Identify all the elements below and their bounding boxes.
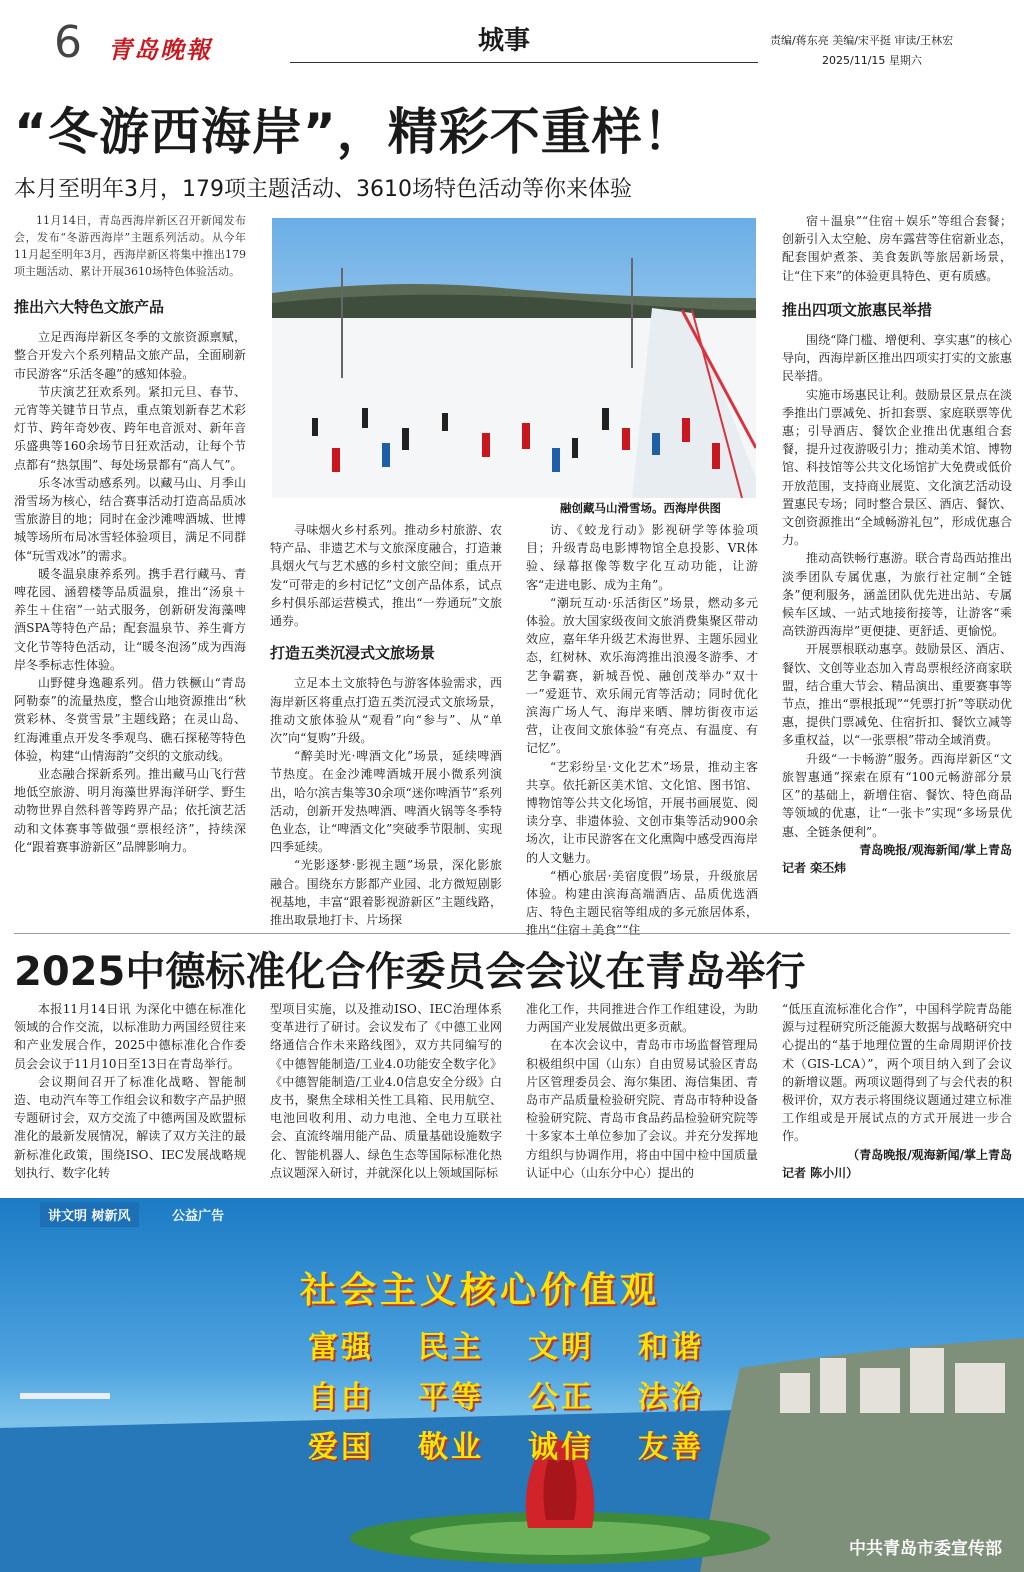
ski-resort-photo [272,218,756,498]
credit-outlets: 青岛晚报/观海新闻/掌上青岛 [859,842,1012,857]
col1-paragraph-6: 业态融合探新系列。推出藏马山飞行营地低空旅游、明月海藻世界海洋研学、野生动物世界自然科普等跨界产品；依托演艺活动和文体赛事等做强“票根经济”，持续深化“跟着赛事游新区”品牌影响力。 [14,767,246,854]
core-value-12: 友善 [638,1430,704,1465]
banner-publisher: 中共青岛市委宣传部 [849,1539,1002,1559]
section-title: 城事 [478,26,531,56]
second-headline: 2025中德标准化合作委员会会议在青岛举行 [14,949,806,995]
core-value-1: 富强 [308,1330,374,1365]
col3-paragraph-1: 访、《蛟龙行动》影视研学等体验项目；升级青岛电影博物馆全息投影、VR体验、绿幕抠像等数字化互动功能，让游客“走进电影、成为主角”。 [526,523,758,592]
col4a-paragraph-1: 宿＋温泉”“住宿＋娱乐”等组合套餐；创新引入太空舱、房车露营等住宿新业态，配套围炉煮茶、美食轰趴等旅居新场景，让“住下来”的体验更具特色、更有质感。 [782,214,1012,283]
col3-paragraph-4: “栖心旅居·美宿度假”场景，升级旅居体验。构建由滨海高端酒店、品质优选酒店、特色主题民宿等组成的多元旅居体系，推出“住宿＋美食”“住 [526,868,758,938]
banner-category: 公益广告 [172,1209,225,1224]
section-heading-scenes: 打造五类沉浸式文旅场景 [270,644,436,663]
article2-credit [782,1146,1012,1182]
column-3-body [526,521,758,940]
col4b-paragraph-5: 升级“一卡畅游”服务。西海岸新区“文旅智惠通”探索在原有“100元畅游部分景区”的基础上，新增住宿、餐饮、特色商品等领域的优惠，让“一张卡”实现“多场景优惠、全链条便利”。 [782,751,1012,839]
core-value-7: 公正 [528,1380,594,1415]
col1-paragraph-1: 立足西海岸新区冬季的文旅资源禀赋，整合开发六个系列精品文旅产品，全面刷新市民游客“乐活冬趣”的感知体验。 [14,330,246,381]
newspaper-logo: 青岛晚報 [108,35,212,64]
credit-reporter: 记者 栾丕炜 [782,860,847,875]
column-2-body-b [270,674,502,929]
main-headline: “冬游西海岸”，精彩不重样！ [14,103,694,161]
col1-paragraph-5: 山野健身逸趣系列。借力铁橛山“青岛阿勒泰”的流量热度，整合山地资源推出“秋赏彩林、冬赏雪景”主题线路；在灵山岛、红海滩重点开发冬季观鸟、礁石探秘等特色体验，构建“山情海韵”交织的文旅动线。 [14,676,246,763]
article2-para-2: 会议期间召开了标准化战略、智能制造、电动汽车等工作组会议和数字产品护照专题研讨会，双方交流了中德两国及欧盟标准化的最新发展情况，解读了双方关注的最新标准化政策，围绕ISO、IEC发展战略规划执行、数字化转 [14,1074,246,1180]
column-4-body-a [782,212,1012,285]
core-value-2: 民主 [418,1330,484,1365]
article2-para-6: “低压直流标准化合作”，中国科学院青岛能源与过程研究所泛能源大数据与战略研究中心提出的“基于地理位置的生命周期评价技术（GIS-LCA）”，两个项目纳入到了会议的新增议题。两项议题得到了与会代表的积极评价，双方表示将围绕议题通过建立标准工作组或是开展试点的方式开展进一步合作。 [782,1002,1012,1144]
col4b-paragraph-4: 开展票根联动惠享。鼓励景区、酒店、餐饮、文创等业态加入青岛票根经济商家联盟，结合重大节会、精品演出、重要赛事等节点，推出“票根抵现”“凭票打折”等联动优惠，提供门票减免、住宿折扣、餐饮立减等多重权益，以“一张票根”带动全域消费。 [782,642,1012,748]
photo-caption: 融创藏马山滑雪场。西海岸供图 [560,501,721,515]
article2-para-4: 准化工作，共同推进合作工作组建设，为助力两国产业发展做出更多贡献。 [526,1002,758,1035]
col4b-paragraph-2: 实施市场惠民让利。鼓励景区景点在淡季推出门票减免、折扣套票、家庭联票等优惠；引导酒店、餐饮企业推出优惠组合套餐，提升过夜游吸引力；推动美术馆、博物馆、科技馆等公共文化场馆扩大免费或低价开放范围，支持商业展览、文化演艺活动设置惠民专场；同时整合景区、酒店、餐饮、文创资源推出“全域畅游礼包”，形成优惠合力。 [782,387,1012,548]
core-value-4: 和谐 [638,1330,704,1365]
core-values-grid [308,1322,728,1466]
col2a-paragraph-1: 寻味烟火乡村系列。推动乡村旅游、农特产品、非遗艺术与文旅深度融合，打造兼具烟火气与艺术感的乡村文旅空间；重点开发“可带走的乡村记忆”文创产品体系，试点乡村俱乐部运营模式，推出“一券通玩”文旅通券。 [270,523,502,629]
col3-paragraph-3: “艺彩纷呈·文化艺术”场景，推动主客共享。依托新区美术馆、文化馆、图书馆、博物馆等公共文化场馆，开展书画展览、阅读分享、非遗体验、文创市集等活动900余场次，让市民游客在文化熏陶中感受西海岸的人文魅力。 [526,759,758,865]
article2-para-5: 在本次会议中，青岛市市场监督管理局积极组织中国（山东）自由贸易试验区青岛片区管理委员会、海尔集团、海信集团、青岛市产品质量检验研究院、青岛市特种设备检验研究院、青岛市食品药品检验研究院等十多家本土单位参加了会议。并充分发挥地方组织与协调作用，将由中国中检中国质量认证中心（山东分中心）提出的 [526,1038,758,1180]
core-value-10: 敬业 [418,1430,484,1465]
col4b-paragraph-1: 围绕“降门槛、增便利、享实惠”的核心导向，西海岸新区推出四项实打实的文旅惠民举措。 [782,333,1012,384]
article1-column-3 [526,521,758,940]
core-values-title: 社会主义核心价值观 [300,1270,661,1311]
article1-column-4 [782,212,1012,877]
col2b-paragraph-2: “醉美时光·啤酒文化”场景，延续啤酒节热度。在金沙滩啤酒城开展小微系列演出，哈尔滨吉集等30余项“迷你啤酒节”系列活动，创新开发热啤酒、啤酒火锅等冬季特色业态，让“啤酒文化”突破季节限制、实现四季延续。 [270,749,502,855]
col2b-paragraph-1: 立足本土文旅特色与游客体验需求，西海岸新区将重点打造五类沉浸式文旅场景，推动文旅体验从“观看”向“参与”、从“单次”向“复购”升级。 [270,676,502,746]
col1-paragraph-3: 乐冬冰雪动感系列。以藏马山、月季山滑雪场为核心，结合赛事活动打造高品质冰雪旅游目的地；同时在金沙滩啤酒城、世博城等场所布局冰雪轻体验项目，满足不同群体“玩雪戏冰”的需求。 [14,475,246,563]
issue-date: 2025/11/15 星期六 [822,54,922,67]
core-value-9: 爱国 [308,1430,374,1465]
col4b-paragraph-3: 推动高铁畅行惠游。联合青岛西站推出淡季团队专属优惠，为旅行社定制“全链条”便利服务，涵盖团队优先进出站、专属候车区域、一站式地接衔接等，让游客“乘高铁游西海岸”更便捷、更舒适、更愉悦。 [782,551,1012,639]
article2-para-1: 本报11月14日讯 为深化中德在标准化领域的合作交流，以标准助力两国经贸往来和产业发展合作，2025中德标准化合作委员会会议于11月10日至13日在青岛举行。 [14,1002,246,1071]
core-value-8: 法治 [638,1380,704,1415]
col1-paragraph-2: 节庆演艺狂欢系列。紧扣元旦、春节、元宵等关键节日节点，重点策划新春艺术彩灯节、跨年奇妙夜、跨年电音派对、新年音乐盛典等160余场节日狂欢活动，让每个节点都有“热氛围”、每处场景都有“高人气”。 [14,384,246,472]
masthead-rule [290,62,758,63]
article-lead: 11月14日，青岛西海岸新区召开新闻发布会，发布“冬游西海岸”主题系列活动。从今年11月起至明年3月，西海岸新区将集中推出179项主题活动、累计开展3610场特色体验活动。 [14,214,246,278]
editor-credits: 责编/蒋东亮 美编/宋平挺 审读/王林宏 [770,34,954,47]
article1-column-2 [270,521,502,929]
col3-paragraph-2: “潮玩互动·乐活街区”场景，燃动多元体验。放大国家级夜间文旅消费集聚区带动效应，嘉年华升级艺术海世界、主题乐园业态，红树林、欢乐海湾推出浪漫冬游季、才艺争霸赛，新城吾悦、融创茂举办“双十一”爱逛节、欢乐闹元宵等活动；同时优化滨海广场人气、海岸来晒、牌坊街夜市运营，让夜间文旅体验“有亮点、有温度、有记忆”。 [526,595,758,756]
article1-credit [782,841,1012,877]
col2b-paragraph-3: “光影逐梦·影视主题”场景，深化影旅融合。围绕东方影都产业园、北方微短剧影视基地，丰富“跟着影视游新区”主题线路，推出取景地打卡、片场探 [270,858,502,928]
core-value-5: 自由 [308,1380,374,1415]
core-value-6: 平等 [418,1380,484,1415]
banner-slogan-tag: 讲文明 树新风 [40,1202,139,1227]
section-heading-products: 推出六大特色文旅产品 [14,298,165,316]
section-heading-benefits: 推出四项文旅惠民举措 [782,300,933,319]
article2-column-4 [782,1000,1012,1182]
core-value-3: 文明 [528,1330,594,1365]
column-2-body-a [270,521,502,630]
column-1-body [14,328,246,856]
col1-paragraph-4: 暖冬温泉康养系列。携手君行藏马、青啤花园、涵碧楼等品质温泉，推出“汤泉＋养生＋住宿”一站式服务，创新研发海藻啤酒SPA等特色产品；配套温泉节、养生膏方文化节等特色活动，让“暖冬泡汤”成为西海岸冬季标志性体验。 [14,566,246,672]
article2-para-3: 型项目实施，以及推动ISO、IEC治理体系变革进行了研讨。会议发布了《中德工业网络通信合作未来路线图》，双方共同编写的《中德智能制造/工业4.0功能安全数字化》《中德智能制造/工业4.0信息安全分级》白皮书，聚焦全球相关性工具箱、民用航空、电池回收利用、动力电池、全电力互联社会、直流终端用能产品、质量基础设施数字化、智能机器人、绿色生态等国际标准化热点议题深入研讨，并就深化以上领域国际标 [270,1002,502,1180]
article1-column-1 [14,212,246,856]
column-4-body-b [782,331,1012,841]
article2-column-1 [14,1000,246,1182]
article2-column-2 [270,1000,502,1182]
credit-reporter-2: 记者 陈小川） [782,1165,859,1180]
ski-slope-image [272,218,756,498]
main-subheadline: 本月至明年3月，179项主题活动、3610场特色活动等你来体验 [14,177,632,202]
article-divider [14,933,1010,934]
page-number: 6 [54,17,82,68]
credit-outlets-2: （青岛晚报/观海新闻/掌上青岛 [847,1147,1012,1162]
article2-column-3 [526,1000,758,1182]
core-value-11: 诚信 [528,1430,594,1465]
